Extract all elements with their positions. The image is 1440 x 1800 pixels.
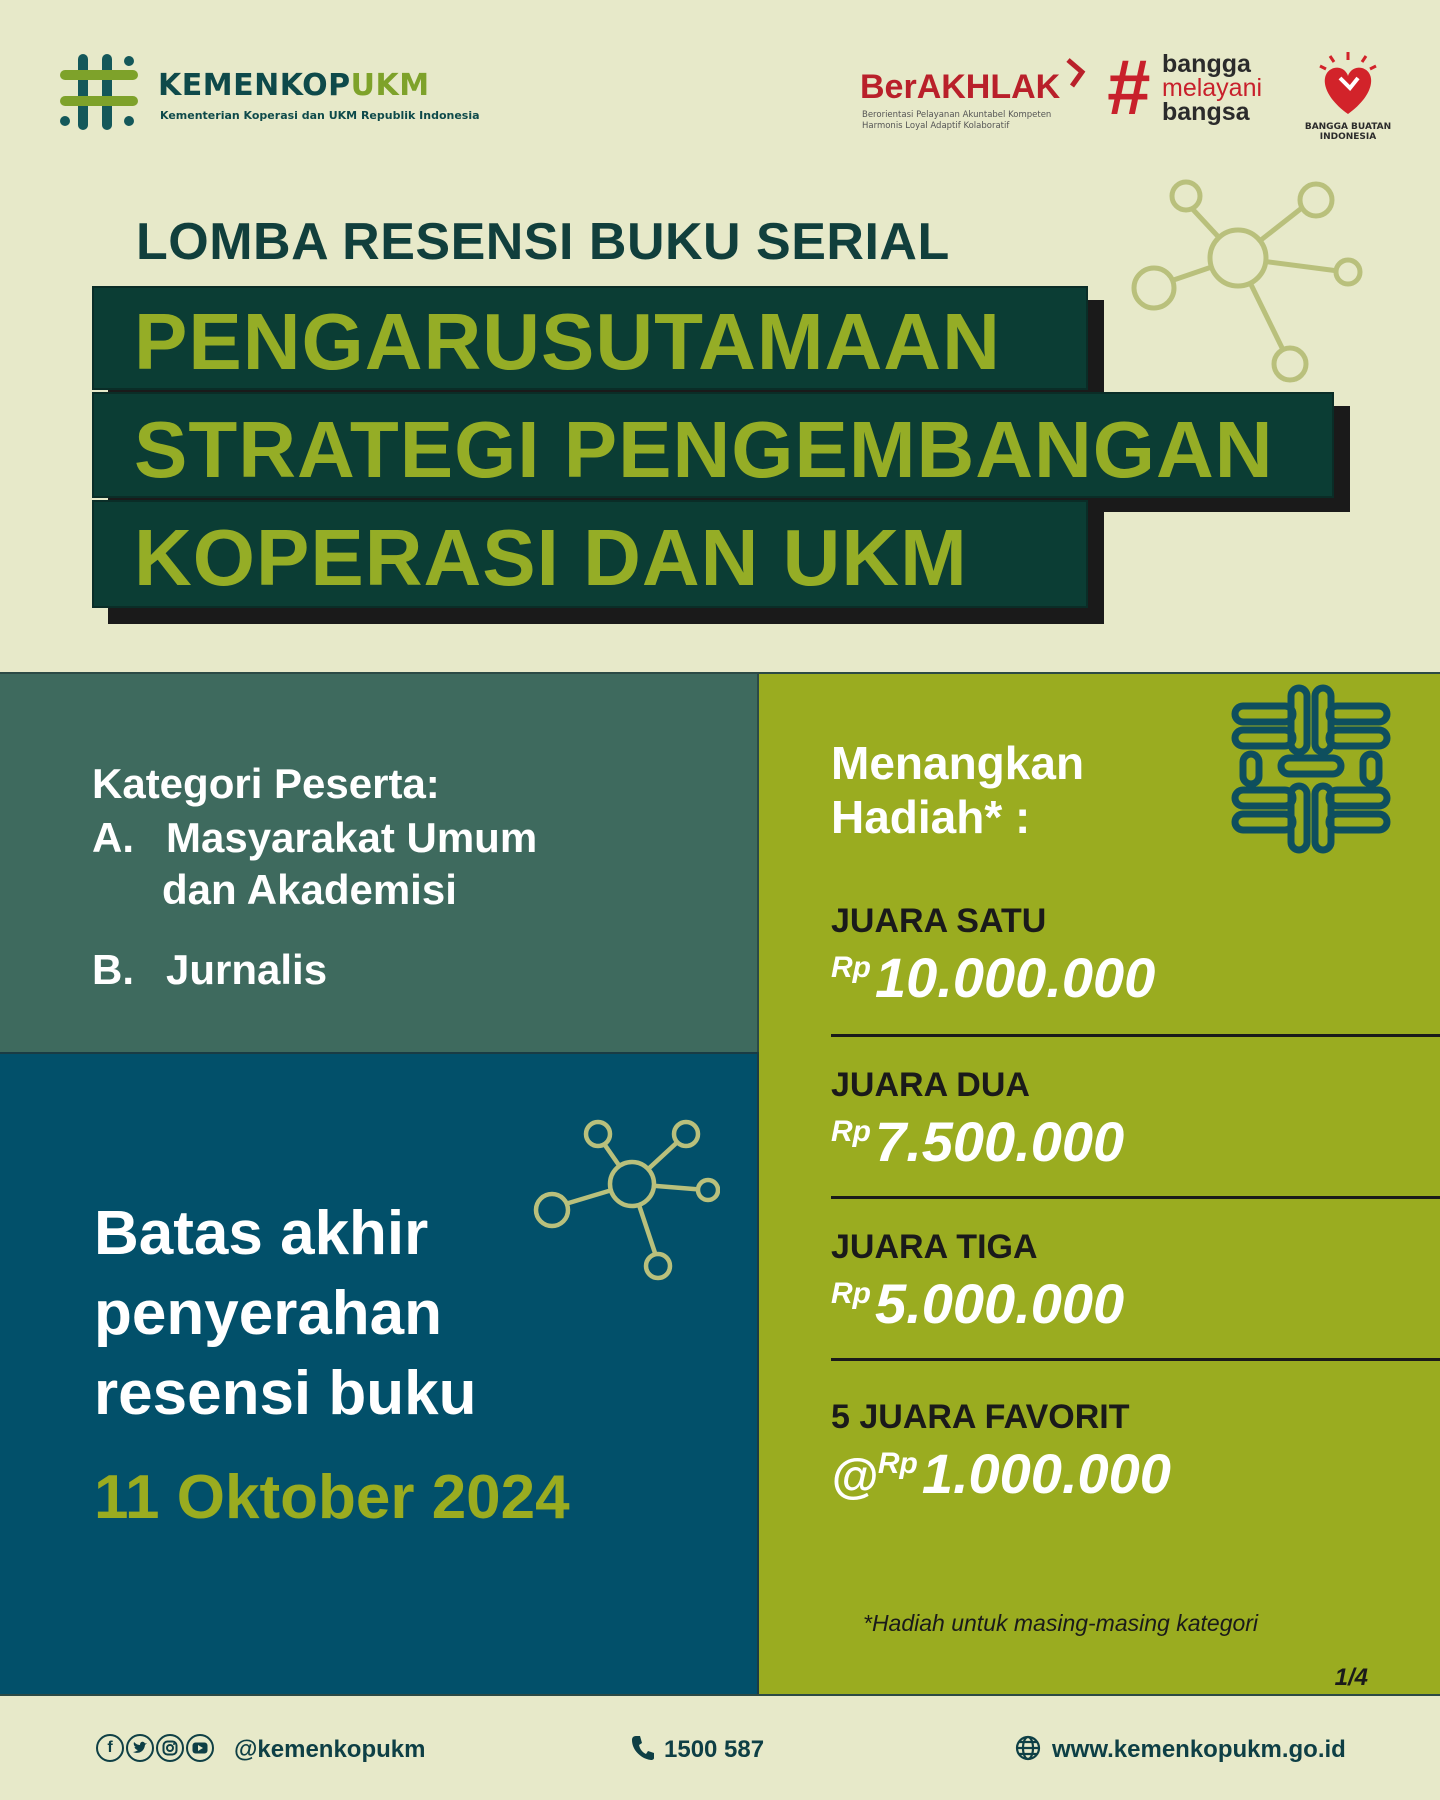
category-heading: Kategori Peserta: (92, 760, 440, 807)
instagram-icon[interactable] (156, 1734, 184, 1762)
category-item-b (92, 944, 692, 1000)
category-item-a (92, 812, 692, 922)
prize-item-2 (831, 1066, 1391, 1174)
kemenkopukm-mark-icon (58, 52, 144, 132)
prize-value: 5.000.000 (875, 1272, 1125, 1335)
prize-currency: Rp (877, 1447, 918, 1480)
logo-name (158, 68, 430, 103)
social-handle[interactable]: @kemenkopukm (234, 1736, 426, 1763)
berakhlak-values (862, 110, 1051, 132)
logo-name-part1: KEMENKOP (158, 68, 351, 103)
bangga-buatan-indonesia-logo (1300, 48, 1396, 144)
prize-label: JUARA TIGA (831, 1228, 1038, 1266)
prize-heading-line2: Hadiah* : (831, 791, 1031, 843)
category-panel (0, 672, 759, 1052)
prize-label: 5 JUARA FAVORIT (831, 1398, 1130, 1436)
deadline-line2: penyerahan (94, 1279, 443, 1348)
facebook-icon[interactable]: f (96, 1734, 124, 1762)
network-icon (520, 1116, 720, 1286)
phone-icon (630, 1734, 656, 1762)
page-indicator: 1/4 (1334, 1664, 1368, 1691)
prize-amount (831, 945, 1391, 1010)
category-label (162, 812, 538, 916)
network-icon (1130, 178, 1370, 388)
berakhlak-line2: Harmonis Loyal Adaptif Kolaboratif (862, 121, 1010, 131)
chevron-right-icon (1064, 58, 1088, 88)
category-letter: A. (92, 814, 134, 861)
prize-prefix: @ (831, 1451, 878, 1504)
prize-divider (831, 1358, 1440, 1361)
bangga-text (1162, 52, 1262, 124)
title-line2: STRATEGI PENGEMBANGAN (134, 405, 1274, 494)
deadline-line1: Batas akhir (94, 1199, 429, 1268)
prize-item-3 (831, 1228, 1391, 1336)
prize-heading (831, 736, 1084, 844)
weave-pattern-icon (1221, 684, 1401, 854)
prize-currency: Rp (831, 951, 871, 984)
title-line1: PENGARUSUTAMAAN (134, 297, 1001, 386)
hashtag-symbol: # (1106, 43, 1150, 131)
category-letter: B. (92, 946, 134, 993)
youtube-icon[interactable] (186, 1734, 214, 1762)
phone-number[interactable]: 1500 587 (664, 1736, 765, 1763)
deadline-panel (0, 1052, 759, 1694)
logo-name-part2: UKM (350, 68, 430, 103)
prize-amount (831, 1441, 1391, 1506)
prize-divider (831, 1196, 1440, 1199)
kemenkopukm-logo (58, 52, 480, 132)
website-link[interactable]: www.kemenkopukm.go.id (1052, 1736, 1346, 1763)
prize-panel (759, 672, 1440, 1694)
prize-amount (831, 1271, 1391, 1336)
prize-value: 10.000.000 (875, 946, 1156, 1009)
prize-label: JUARA DUA (831, 1066, 1030, 1104)
prize-value: 7.500.000 (875, 1110, 1125, 1173)
logo-subtitle: Kementerian Koperasi dan UKM Republik Indonesia (160, 109, 480, 122)
bangga-line3: bangsa (1162, 98, 1250, 126)
social-icons (96, 1734, 214, 1762)
bbi-line1: BANGGA BUATAN (1304, 122, 1392, 132)
bangga-melayani-bangsa-logo (1106, 43, 1286, 138)
footer (0, 1694, 1440, 1800)
prize-item-4 (831, 1398, 1391, 1506)
berakhlak-title: BerAKHLAK (860, 68, 1061, 106)
prize-heading-line1: Menangkan (831, 737, 1085, 789)
bbi-line2: INDONESIA (1319, 132, 1377, 142)
prize-label: JUARA SATU (831, 902, 1047, 940)
deadline-label (94, 1194, 476, 1434)
prize-divider (831, 1034, 1440, 1037)
prize-currency: Rp (831, 1277, 871, 1310)
prize-amount (831, 1109, 1391, 1174)
heart-icon (1300, 48, 1396, 122)
bangga-line2: melayani (1162, 74, 1263, 102)
title-top: LOMBA RESENSI BUKU SERIAL (136, 213, 950, 271)
prize-item-1 (831, 902, 1391, 1010)
berakhlak-logo (858, 58, 1098, 138)
prize-note: *Hadiah untuk masing-masing kategori (863, 1610, 1259, 1636)
category-label-line2: dan Akademisi (162, 866, 457, 913)
title-line3: KOPERASI DAN UKM (134, 513, 968, 602)
deadline-line3: resensi buku (94, 1359, 477, 1428)
berakhlak-line1: Berorientasi Pelayanan Akuntabel Kompeten (862, 110, 1052, 120)
category-label-line1: Masyarakat Umum (166, 814, 538, 861)
prize-currency: Rp (831, 1115, 871, 1148)
deadline-date: 11 Oktober 2024 (94, 1463, 570, 1532)
category-label: Jurnalis (166, 946, 328, 993)
bbi-caption (1300, 122, 1396, 142)
twitter-icon[interactable] (126, 1734, 154, 1762)
bangga-line1: bangga (1162, 50, 1251, 78)
globe-icon (1014, 1734, 1042, 1762)
prize-value: 1.000.000 (921, 1442, 1171, 1505)
